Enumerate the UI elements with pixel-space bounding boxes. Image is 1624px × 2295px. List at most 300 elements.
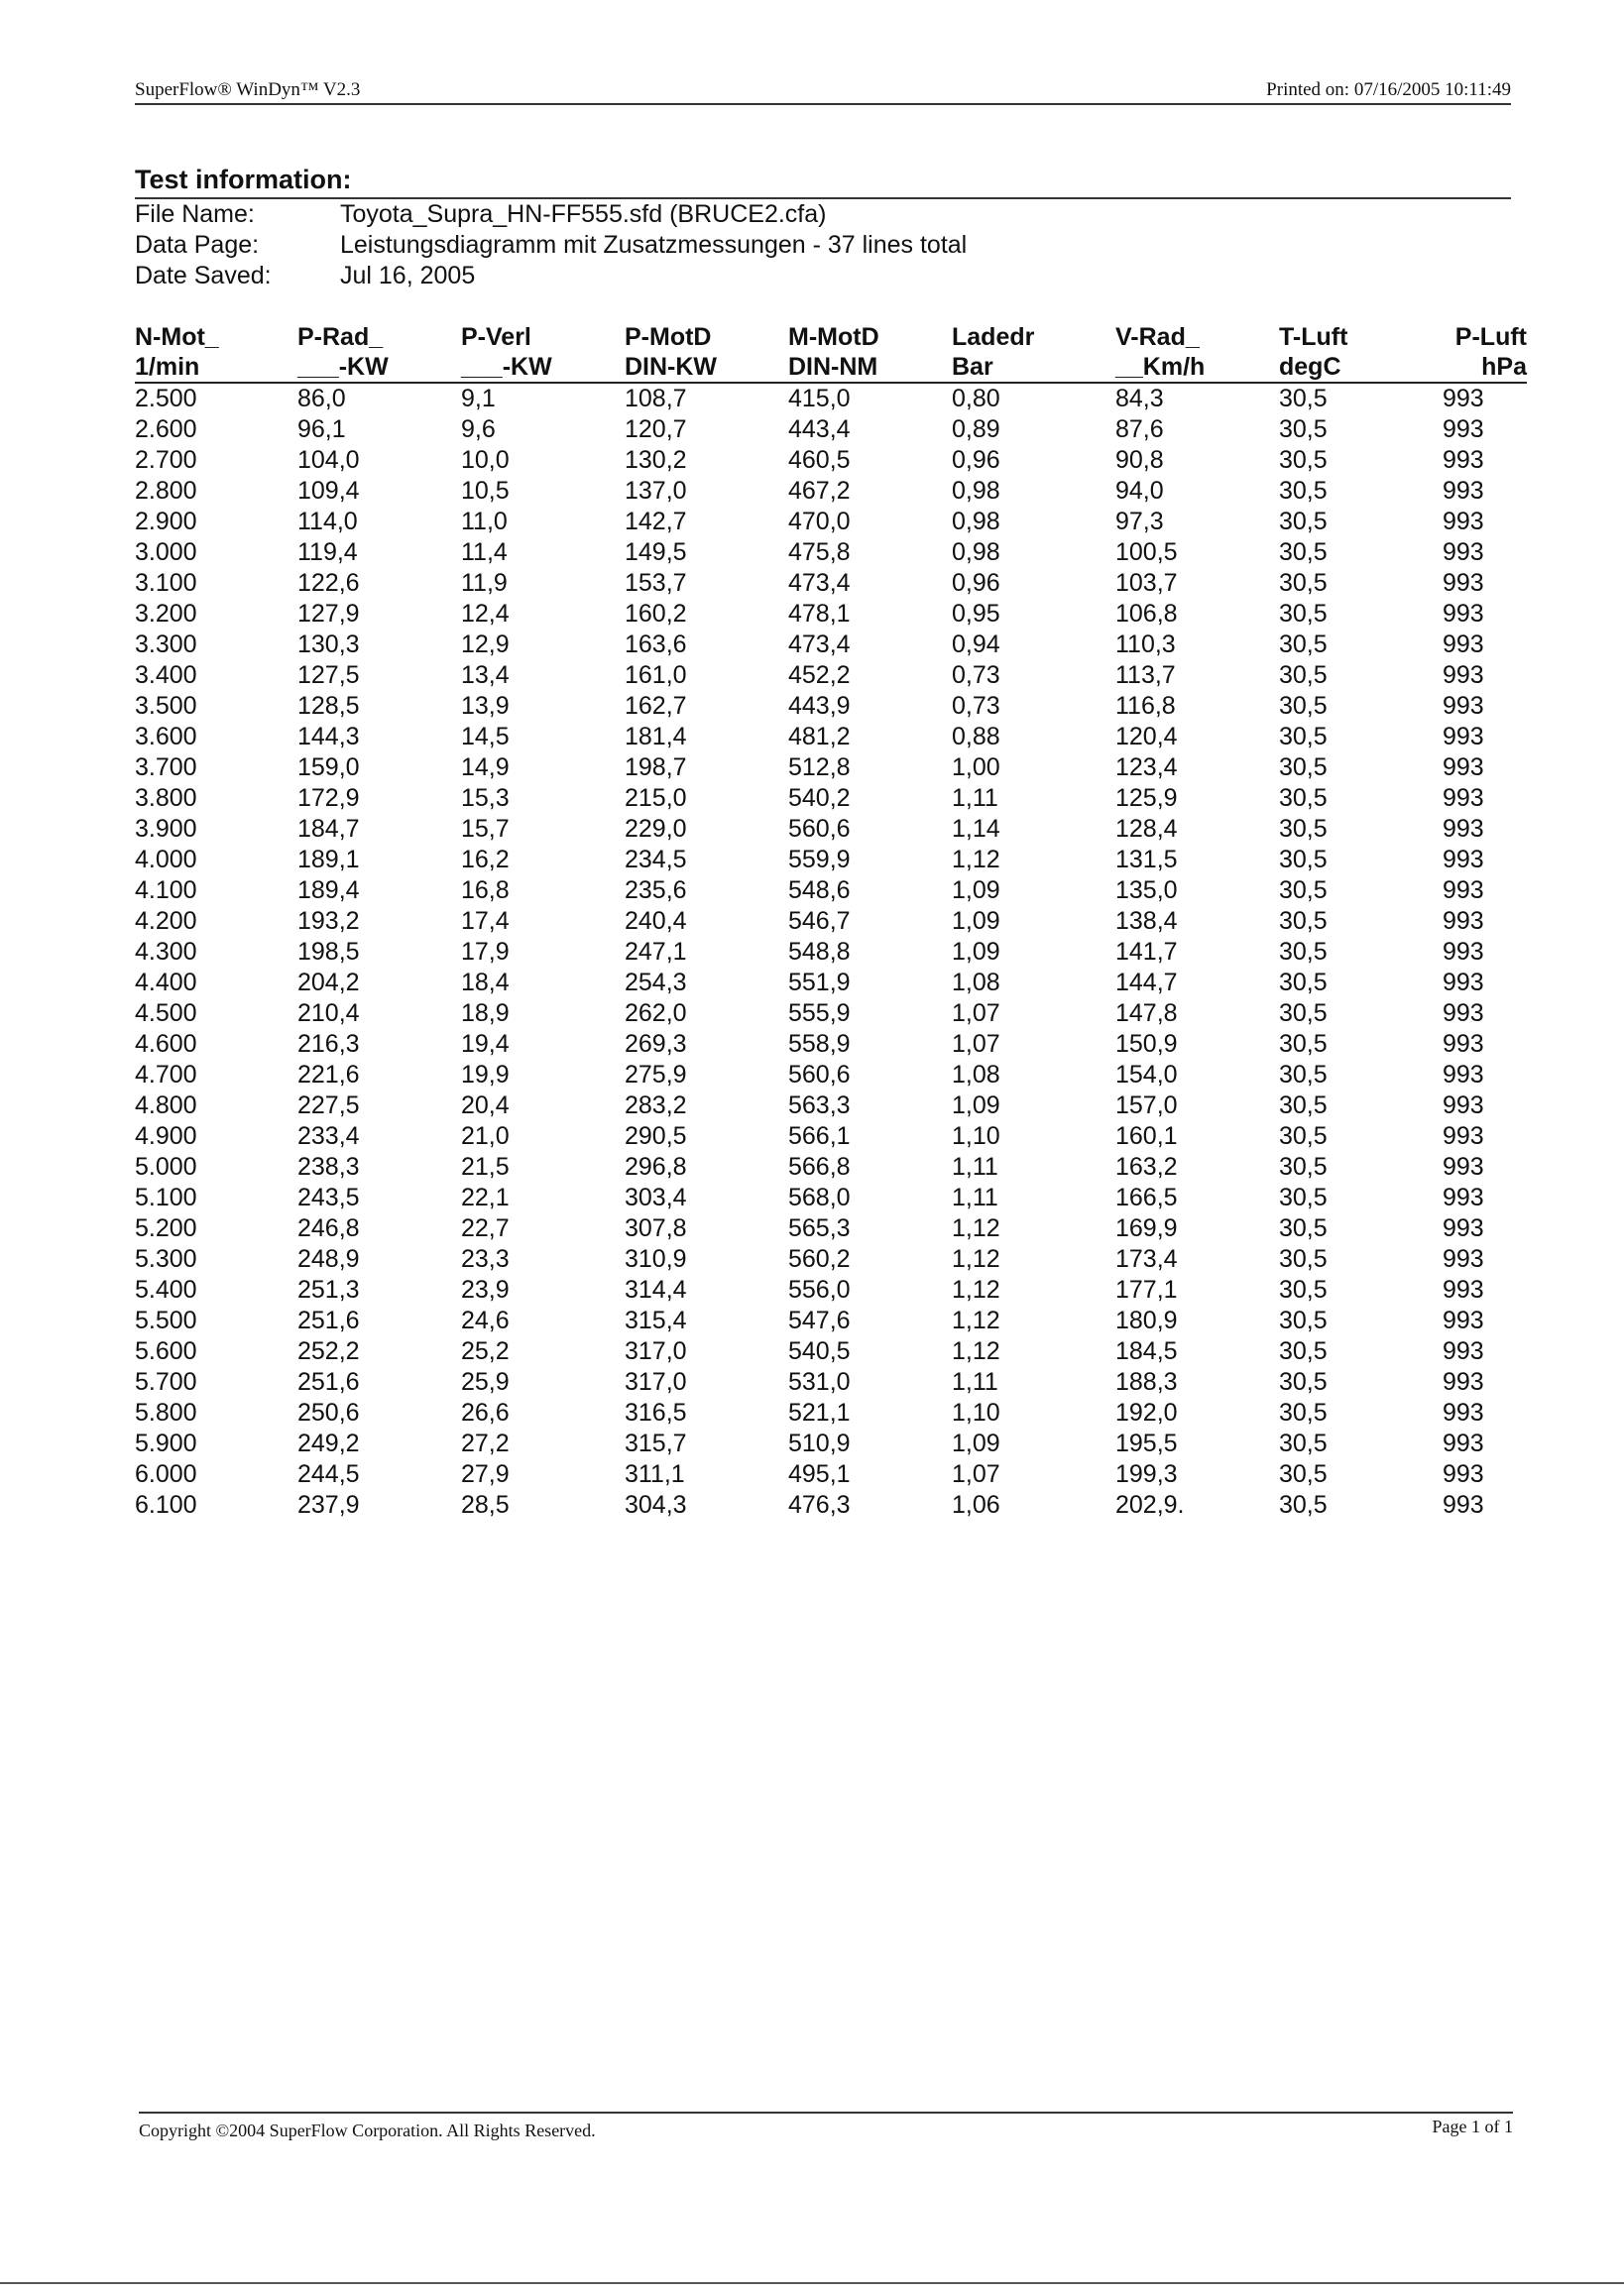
table-cell: 993 <box>1443 1307 1484 1334</box>
table-cell: 0,89 <box>952 415 1000 443</box>
table-cell: 568,0 <box>788 1184 851 1211</box>
table-cell: 18,4 <box>461 969 510 996</box>
table-cell: 14,9 <box>461 753 510 781</box>
table-cell: 30,5 <box>1279 415 1328 443</box>
column-unit: ___-KW <box>461 352 625 383</box>
table-cell: 521,1 <box>788 1399 851 1427</box>
table-cell: 0,95 <box>952 600 1000 628</box>
table-cell: 993 <box>1443 907 1484 935</box>
table-cell: 993 <box>1443 692 1484 720</box>
table-cell: 548,8 <box>788 938 851 966</box>
table-cell: 5.800 <box>135 1399 197 1427</box>
table-cell: 15,7 <box>461 815 510 843</box>
table-row <box>135 1459 1527 1490</box>
table-cell: 30,5 <box>1279 1430 1328 1457</box>
table-cell: 560,6 <box>788 815 851 843</box>
test-info-title: Test information: <box>135 165 1511 199</box>
table-cell: 1,00 <box>952 753 1000 781</box>
column-header: P-MotD <box>625 323 712 351</box>
table-cell: 993 <box>1443 1061 1484 1089</box>
table-cell: 163,6 <box>625 631 687 658</box>
table-cell: 993 <box>1443 661 1484 689</box>
table-cell: 135,0 <box>1115 876 1178 904</box>
table-cell: 22,1 <box>461 1184 510 1211</box>
table-cell: 30,5 <box>1279 723 1328 750</box>
table-row <box>135 752 1527 783</box>
table-row <box>135 660 1527 691</box>
table-row <box>135 1244 1527 1275</box>
table-cell: 15,3 <box>461 784 510 812</box>
table-cell: 30,5 <box>1279 1122 1328 1150</box>
table-cell: 154,0 <box>1115 1061 1178 1089</box>
table-row <box>135 1367 1527 1398</box>
table-cell: 166,5 <box>1115 1184 1178 1211</box>
table-cell: 169,9 <box>1115 1214 1178 1242</box>
table-row <box>135 814 1527 845</box>
table-cell: 1,06 <box>952 1491 1000 1519</box>
table-cell: 141,7 <box>1115 938 1178 966</box>
table-cell: 30,5 <box>1279 1491 1328 1519</box>
table-cell: 3.000 <box>135 538 197 566</box>
date-saved-row <box>135 261 1511 291</box>
table-cell: 131,5 <box>1115 846 1178 873</box>
table-cell: 30,5 <box>1279 1214 1328 1242</box>
page-header <box>135 75 1511 105</box>
table-row <box>135 1306 1527 1336</box>
table-row <box>135 1398 1527 1429</box>
table-row <box>135 630 1527 660</box>
table-cell: 30,5 <box>1279 784 1328 812</box>
table-cell: 157,0 <box>1115 1091 1178 1119</box>
table-cell: 4.100 <box>135 876 197 904</box>
table-cell: 1,07 <box>952 1030 1000 1058</box>
file-name-value: Toyota_Supra_HN-FF555.sfd (BRUCE2.cfa) <box>340 200 827 228</box>
table-cell: 5.200 <box>135 1214 197 1242</box>
table-cell: 86,0 <box>297 385 346 412</box>
table-cell: 237,9 <box>297 1491 360 1519</box>
table-cell: 13,4 <box>461 661 510 689</box>
table-cell: 181,4 <box>625 723 687 750</box>
table-cell: 452,2 <box>788 661 851 689</box>
table-cell: 993 <box>1443 1491 1484 1519</box>
table-cell: 3.500 <box>135 692 197 720</box>
table-cell: 22,7 <box>461 1214 510 1242</box>
table-cell: 10,0 <box>461 446 510 474</box>
table-cell: 3.800 <box>135 784 197 812</box>
table-cell: 993 <box>1443 477 1484 505</box>
table-cell: 14,5 <box>461 723 510 750</box>
table-cell: 103,7 <box>1115 569 1178 597</box>
table-cell: 315,7 <box>625 1430 687 1457</box>
table-cell: 243,5 <box>297 1184 360 1211</box>
table-cell: 30,5 <box>1279 631 1328 658</box>
table-cell: 30,5 <box>1279 446 1328 474</box>
table-cell: 25,9 <box>461 1368 510 1396</box>
table-cell: 993 <box>1443 999 1484 1027</box>
table-cell: 120,4 <box>1115 723 1178 750</box>
table-cell: 512,8 <box>788 753 851 781</box>
column-unit: __Km/h <box>1115 352 1279 383</box>
table-cell: 314,4 <box>625 1276 687 1304</box>
table-cell: 993 <box>1443 415 1484 443</box>
table-cell: 443,4 <box>788 415 851 443</box>
table-cell: 993 <box>1443 569 1484 597</box>
table-cell: 127,5 <box>297 661 360 689</box>
table-cell: 269,3 <box>625 1030 687 1058</box>
table-cell: 215,0 <box>625 784 687 812</box>
column-header: N-Mot_ <box>135 323 219 351</box>
table-cell: 1,12 <box>952 1307 1000 1334</box>
table-row <box>135 537 1527 568</box>
table-cell: 100,5 <box>1115 538 1178 566</box>
table-cell: 3.400 <box>135 661 197 689</box>
table-cell: 244,5 <box>297 1460 360 1488</box>
table-cell: 558,9 <box>788 1030 851 1058</box>
column-header: P-Verl <box>461 323 531 351</box>
table-cell: 262,0 <box>625 999 687 1027</box>
table-cell: 317,0 <box>625 1368 687 1396</box>
table-cell: 2.800 <box>135 477 197 505</box>
table-cell: 142,7 <box>625 508 687 535</box>
printed-timestamp: Printed on: 07/16/2005 10:11:49 <box>1266 79 1511 100</box>
table-cell: 993 <box>1443 538 1484 566</box>
table-cell: 993 <box>1443 1460 1484 1488</box>
table-cell: 30,5 <box>1279 385 1328 412</box>
table-cell: 1,09 <box>952 938 1000 966</box>
table-row <box>135 1152 1527 1183</box>
table-cell: 113,7 <box>1115 661 1176 689</box>
table-row <box>135 998 1527 1029</box>
table-cell: 130,2 <box>625 446 687 474</box>
table-cell: 235,6 <box>625 876 687 904</box>
table-cell: 0,80 <box>952 385 1000 412</box>
scan-edge-divider <box>0 2282 1624 2284</box>
table-cell: 540,5 <box>788 1337 851 1365</box>
table-cell: 184,5 <box>1115 1337 1178 1365</box>
table-cell: 233,4 <box>297 1122 360 1150</box>
table-cell: 147,8 <box>1115 999 1178 1027</box>
table-cell: 195,5 <box>1115 1430 1178 1457</box>
table-cell: 275,9 <box>625 1061 687 1089</box>
table-cell: 460,5 <box>788 446 851 474</box>
table-cell: 993 <box>1443 1214 1484 1242</box>
table-cell: 993 <box>1443 753 1484 781</box>
table-cell: 1,12 <box>952 846 1000 873</box>
table-cell: 1,09 <box>952 876 1000 904</box>
table-cell: 5.900 <box>135 1430 197 1457</box>
table-cell: 1,08 <box>952 1061 1000 1089</box>
table-cell: 210,4 <box>297 999 360 1027</box>
table-cell: 216,3 <box>297 1030 360 1058</box>
table-cell: 138,4 <box>1115 907 1178 935</box>
table-cell: 310,9 <box>625 1245 687 1273</box>
table-cell: 128,4 <box>1115 815 1178 843</box>
table-cell: 304,3 <box>625 1491 687 1519</box>
table-cell: 248,9 <box>297 1245 360 1273</box>
table-cell: 1,11 <box>952 1153 998 1181</box>
table-cell: 4.300 <box>135 938 197 966</box>
table-cell: 108,7 <box>625 385 687 412</box>
table-cell: 234,5 <box>625 846 687 873</box>
table-cell: 30,5 <box>1279 1337 1328 1365</box>
table-cell: 4.400 <box>135 969 197 996</box>
table-body <box>135 383 1527 1521</box>
table-cell: 149,5 <box>625 538 687 566</box>
table-cell: 30,5 <box>1279 1030 1328 1058</box>
table-cell: 30,5 <box>1279 508 1328 535</box>
table-cell: 21,0 <box>461 1122 510 1150</box>
page-number: Page 1 of 1 <box>1432 2117 1513 2136</box>
table-cell: 25,2 <box>461 1337 510 1365</box>
table-cell: 30,5 <box>1279 969 1328 996</box>
table-row <box>135 691 1527 722</box>
table-cell: 109,4 <box>297 477 360 505</box>
table-cell: 3.600 <box>135 723 197 750</box>
table-cell: 192,0 <box>1115 1399 1178 1427</box>
table-cell: 150,9 <box>1115 1030 1178 1058</box>
data-page-value: Leistungsdiagramm mit Zusatzmessungen - 37 lines total <box>340 231 968 259</box>
table-row <box>135 1183 1527 1213</box>
table-header-row <box>135 322 1527 352</box>
date-saved-value: Jul 16, 2005 <box>340 262 476 289</box>
table-cell: 30,5 <box>1279 753 1328 781</box>
table-cell: 27,9 <box>461 1460 510 1488</box>
table-cell: 993 <box>1443 876 1484 904</box>
table-cell: 0,98 <box>952 508 1000 535</box>
table-cell: 993 <box>1443 1184 1484 1211</box>
column-header: T-Luft <box>1279 323 1348 351</box>
table-cell: 5.600 <box>135 1337 197 1365</box>
table-cell: 0,98 <box>952 538 1000 566</box>
table-cell: 17,9 <box>461 938 510 966</box>
test-information <box>135 165 1511 291</box>
table-cell: 993 <box>1443 1399 1484 1427</box>
table-cell: 189,4 <box>297 876 360 904</box>
table-cell: 1,09 <box>952 1430 1000 1457</box>
table-cell: 21,5 <box>461 1153 510 1181</box>
table-cell: 251,6 <box>297 1368 360 1396</box>
table-row <box>135 906 1527 937</box>
table-row <box>135 1060 1527 1090</box>
table-cell: 198,7 <box>625 753 687 781</box>
table-cell: 0,98 <box>952 477 1000 505</box>
column-unit: ___-KW <box>297 352 461 383</box>
table-cell: 5.500 <box>135 1307 197 1334</box>
table-cell: 316,5 <box>625 1399 687 1427</box>
table-cell: 296,8 <box>625 1153 687 1181</box>
table-cell: 2.600 <box>135 415 197 443</box>
table-cell: 3.300 <box>135 631 197 658</box>
table-cell: 94,0 <box>1115 477 1164 505</box>
table-cell: 546,7 <box>788 907 851 935</box>
table-unit-row <box>135 352 1527 383</box>
table-row <box>135 1336 1527 1367</box>
table-cell: 144,3 <box>297 723 360 750</box>
table-cell: 202,9. <box>1115 1491 1185 1519</box>
table-cell: 12,9 <box>461 631 510 658</box>
table-cell: 11,0 <box>461 508 508 535</box>
table-cell: 993 <box>1443 815 1484 843</box>
date-saved-label: Date Saved: <box>135 262 272 289</box>
table-cell: 30,5 <box>1279 1368 1328 1396</box>
table-cell: 12,4 <box>461 600 510 628</box>
table-cell: 119,4 <box>297 538 358 566</box>
table-cell: 9,1 <box>461 385 496 412</box>
table-cell: 993 <box>1443 1091 1484 1119</box>
table-cell: 238,3 <box>297 1153 360 1181</box>
table-cell: 5.000 <box>135 1153 197 1181</box>
column-unit: hPa <box>1443 352 1527 383</box>
table-cell: 198,5 <box>297 938 360 966</box>
table-cell: 993 <box>1443 1153 1484 1181</box>
column-header: P-Rad_ <box>297 323 384 351</box>
table-cell: 1,11 <box>952 1184 998 1211</box>
table-cell: 1,12 <box>952 1276 1000 1304</box>
table-cell: 3.900 <box>135 815 197 843</box>
table-cell: 254,3 <box>625 969 687 996</box>
table-row <box>135 845 1527 875</box>
table-cell: 993 <box>1443 1276 1484 1304</box>
table-cell: 6.000 <box>135 1460 197 1488</box>
table-cell: 11,9 <box>461 569 508 597</box>
column-header: V-Rad_ <box>1115 323 1200 351</box>
table-cell: 563,3 <box>788 1091 851 1119</box>
table-cell: 0,73 <box>952 692 1000 720</box>
table-cell: 116,8 <box>1115 692 1176 720</box>
table-cell: 510,9 <box>788 1430 851 1457</box>
table-cell: 144,7 <box>1115 969 1178 996</box>
table-cell: 1,09 <box>952 907 1000 935</box>
table-cell: 1,12 <box>952 1245 1000 1273</box>
column-unit: Bar <box>952 352 1115 383</box>
table-row <box>135 1121 1527 1152</box>
dyno-data-table <box>135 322 1527 1521</box>
table-cell: 993 <box>1443 1030 1484 1058</box>
table-cell: 5.300 <box>135 1245 197 1273</box>
table-cell: 415,0 <box>788 385 851 412</box>
table-cell: 30,5 <box>1279 1399 1328 1427</box>
table-cell: 0,96 <box>952 569 1000 597</box>
table-cell: 559,9 <box>788 846 851 873</box>
table-cell: 125,9 <box>1115 784 1178 812</box>
table-cell: 993 <box>1443 1368 1484 1396</box>
table-cell: 17,4 <box>461 907 510 935</box>
table-cell: 160,1 <box>1115 1122 1178 1150</box>
table-cell: 3.100 <box>135 569 197 597</box>
table-cell: 467,2 <box>788 477 851 505</box>
table-cell: 1,07 <box>952 1460 1000 1488</box>
table-cell: 162,7 <box>625 692 687 720</box>
table-cell: 993 <box>1443 631 1484 658</box>
table-cell: 4.800 <box>135 1091 197 1119</box>
table-cell: 229,0 <box>625 815 687 843</box>
table-cell: 252,2 <box>297 1337 360 1365</box>
table-row <box>135 722 1527 752</box>
table-row <box>135 1429 1527 1459</box>
table-cell: 0,73 <box>952 661 1000 689</box>
table-cell: 5.700 <box>135 1368 197 1396</box>
table-cell: 130,3 <box>297 631 360 658</box>
table-cell: 19,4 <box>461 1030 510 1058</box>
table-cell: 30,5 <box>1279 538 1328 566</box>
table-cell: 30,5 <box>1279 1091 1328 1119</box>
table-cell: 251,6 <box>297 1307 360 1334</box>
table-cell: 240,4 <box>625 907 687 935</box>
table-cell: 163,2 <box>1115 1153 1178 1181</box>
table-cell: 250,6 <box>297 1399 360 1427</box>
table-row <box>135 1029 1527 1060</box>
table-cell: 30,5 <box>1279 1276 1328 1304</box>
table-cell: 30,5 <box>1279 1307 1328 1334</box>
file-name-row <box>135 199 1511 230</box>
table-cell: 161,0 <box>625 661 687 689</box>
column-unit: 1/min <box>135 352 297 383</box>
table-cell: 473,4 <box>788 631 851 658</box>
table-cell: 23,9 <box>461 1276 510 1304</box>
table-cell: 0,94 <box>952 631 1000 658</box>
table-row <box>135 599 1527 630</box>
table-cell: 993 <box>1443 969 1484 996</box>
table-cell: 481,2 <box>788 723 851 750</box>
table-cell: 1,12 <box>952 1337 1000 1365</box>
table-cell: 246,8 <box>297 1214 360 1242</box>
table-cell: 128,5 <box>297 692 360 720</box>
table-cell: 249,2 <box>297 1430 360 1457</box>
table-cell: 96,1 <box>297 415 346 443</box>
table-row <box>135 445 1527 476</box>
copyright-notice: Copyright ©2004 SuperFlow Corporation. All Rights Reserved. <box>139 2121 596 2140</box>
table-cell: 0,96 <box>952 446 1000 474</box>
table-row <box>135 968 1527 998</box>
page-footer <box>139 2112 1513 2141</box>
table-row <box>135 476 1527 507</box>
table-cell: 97,3 <box>1115 508 1164 535</box>
table-row <box>135 1213 1527 1244</box>
table-cell: 16,2 <box>461 846 510 873</box>
table-cell: 180,9 <box>1115 1307 1178 1334</box>
table-cell: 566,8 <box>788 1153 851 1181</box>
table-cell: 317,0 <box>625 1337 687 1365</box>
table-cell: 475,8 <box>788 538 851 566</box>
table-cell: 993 <box>1443 385 1484 412</box>
data-page-row <box>135 230 1511 261</box>
table-cell: 303,4 <box>625 1184 687 1211</box>
table-cell: 159,0 <box>297 753 360 781</box>
table-cell: 2.700 <box>135 446 197 474</box>
table-cell: 473,4 <box>788 569 851 597</box>
column-header: Ladedr <box>952 323 1035 351</box>
table-cell: 24,6 <box>461 1307 510 1334</box>
column-unit: DIN-NM <box>788 352 952 383</box>
table-cell: 177,1 <box>1115 1276 1178 1304</box>
table-cell: 993 <box>1443 508 1484 535</box>
table-cell: 104,0 <box>297 446 360 474</box>
table-cell: 120,7 <box>625 415 687 443</box>
table-cell: 188,3 <box>1115 1368 1178 1396</box>
table-cell: 30,5 <box>1279 876 1328 904</box>
table-cell: 123,4 <box>1115 753 1178 781</box>
table-cell: 548,6 <box>788 876 851 904</box>
table-cell: 221,6 <box>297 1061 360 1089</box>
table-cell: 4.900 <box>135 1122 197 1150</box>
table-cell: 1,08 <box>952 969 1000 996</box>
table-cell: 251,3 <box>297 1276 360 1304</box>
table-cell: 28,5 <box>461 1491 510 1519</box>
table-cell: 993 <box>1443 1337 1484 1365</box>
table-cell: 476,3 <box>788 1491 851 1519</box>
table-cell: 127,9 <box>297 600 360 628</box>
table-cell: 106,8 <box>1115 600 1178 628</box>
